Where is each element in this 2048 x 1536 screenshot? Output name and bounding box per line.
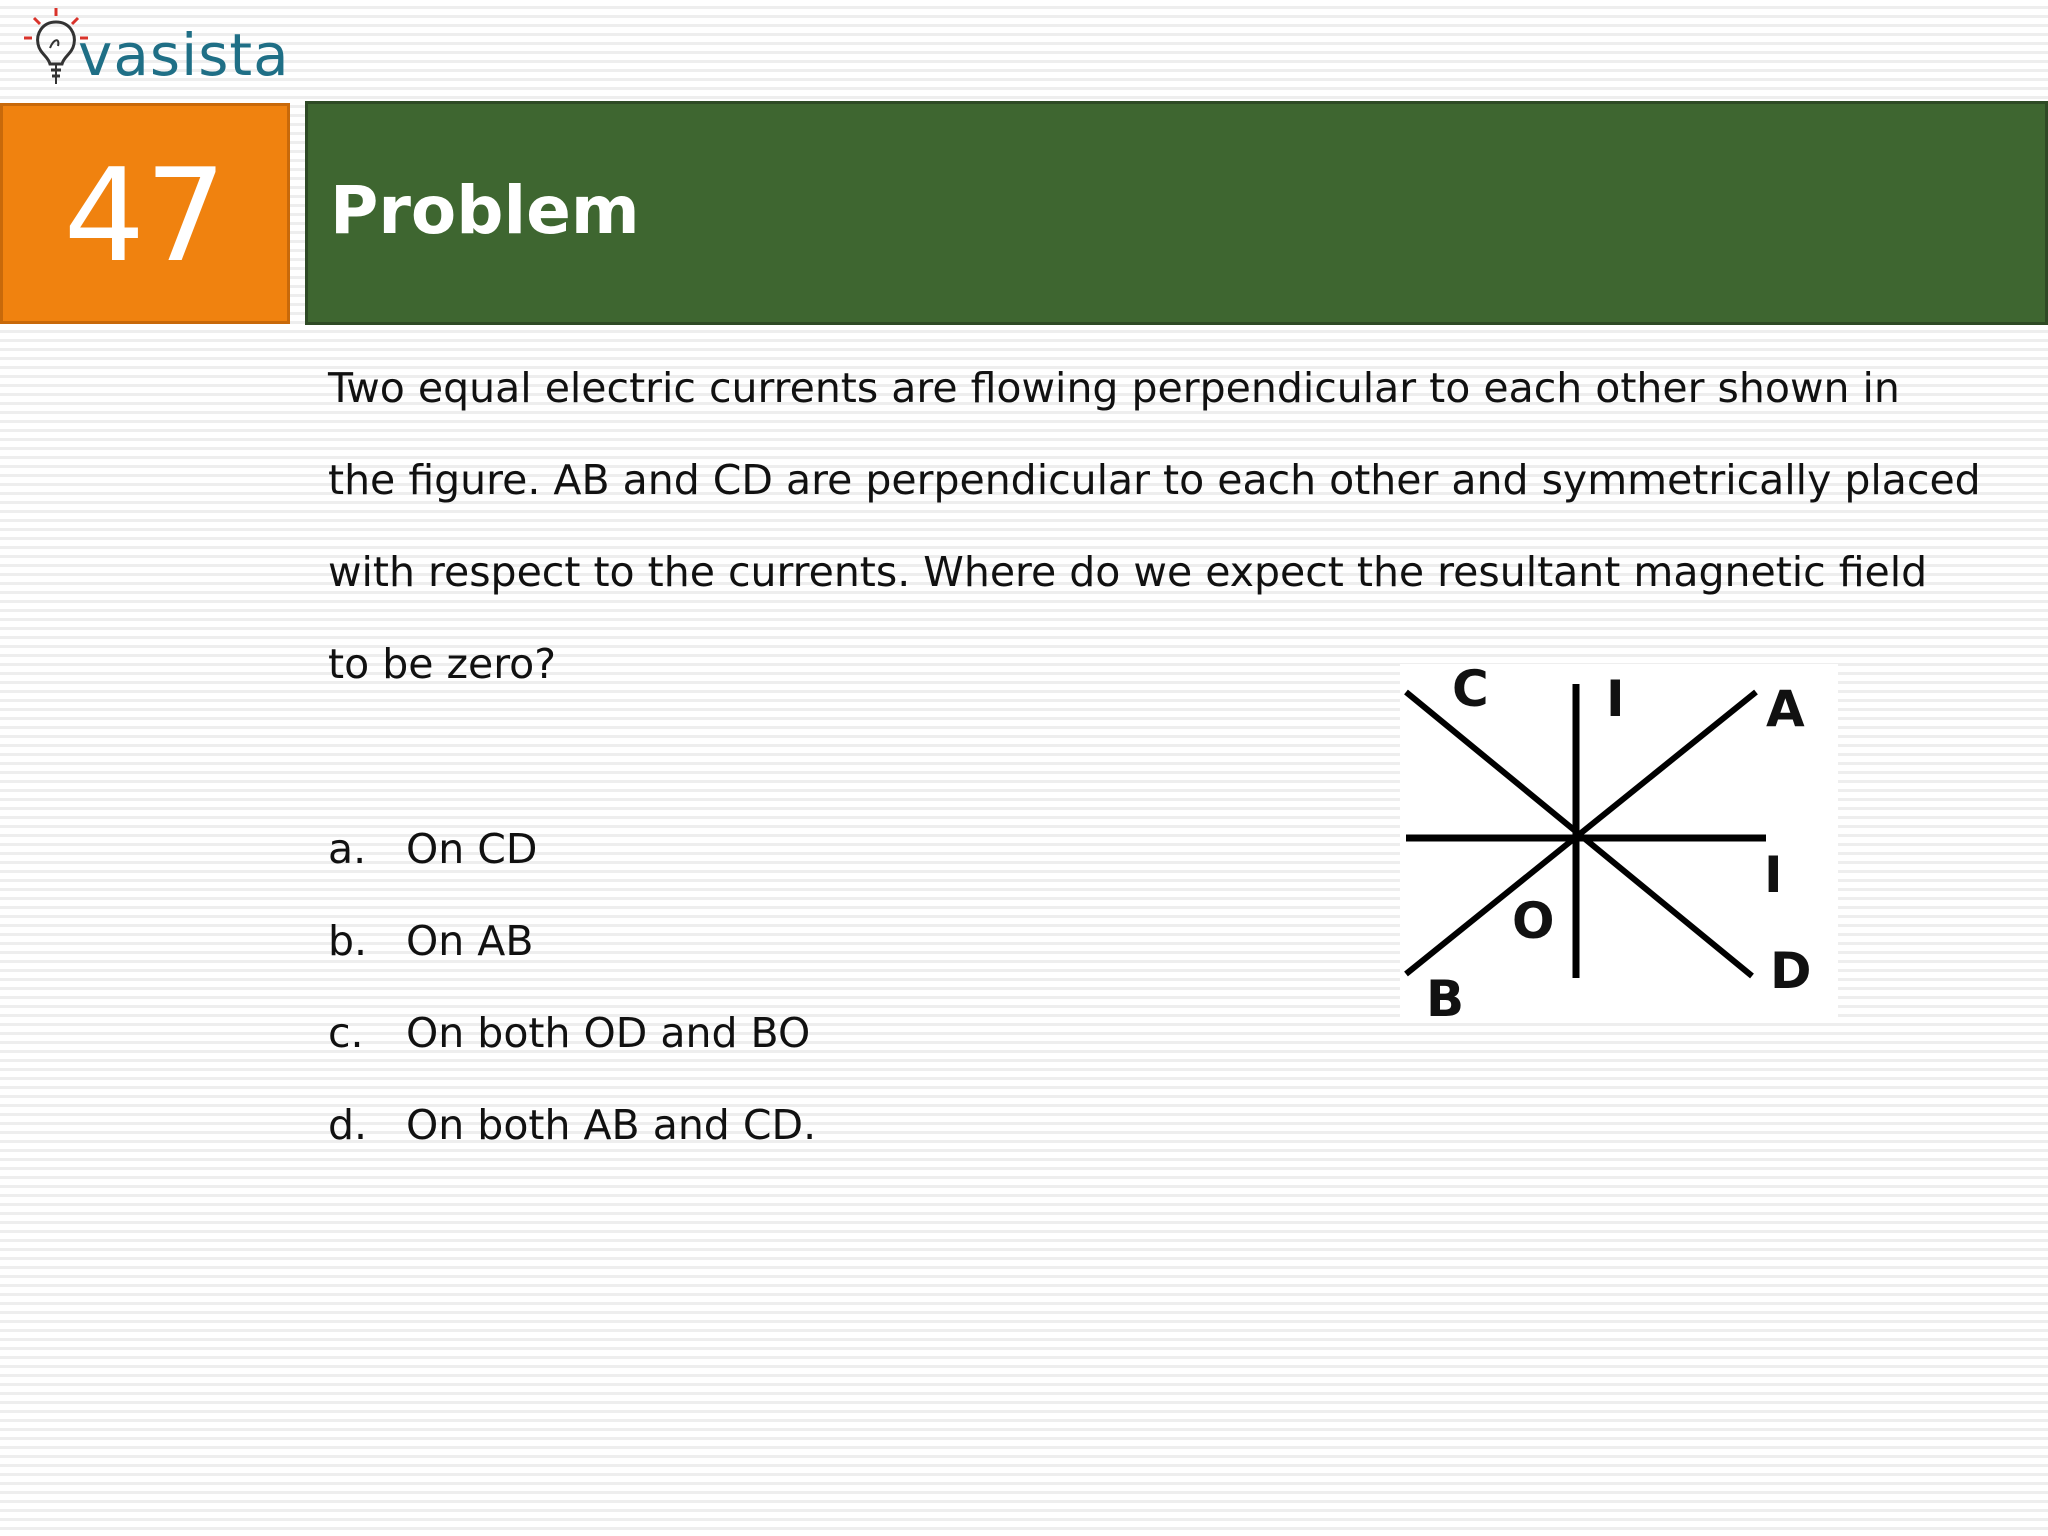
option-b: [328, 895, 816, 987]
question-text: [328, 342, 2018, 710]
option-a: [328, 803, 816, 895]
label-o: O: [1512, 892, 1555, 950]
label-i-vertical: I: [1606, 670, 1625, 728]
slide-number-box: [0, 103, 290, 324]
logo-text: vasista: [78, 21, 290, 89]
question-line: to be zero?: [328, 640, 557, 688]
option-text: On CD: [406, 825, 538, 873]
label-c: C: [1452, 660, 1489, 718]
option-d: [328, 1079, 816, 1171]
option-text: On both AB and CD.: [406, 1101, 817, 1149]
label-d: D: [1770, 942, 1812, 1000]
option-text: On both OD and BO: [406, 1009, 811, 1057]
question-line: the figure. AB and CD are perpendicular to each other and symmetrically placed: [328, 456, 1981, 504]
label-i-horizontal: I: [1764, 846, 1783, 904]
option-letter: a.: [328, 825, 367, 873]
option-c: [328, 987, 816, 1079]
answer-options: [328, 803, 816, 1171]
slide-number: 47: [63, 141, 227, 291]
vasista-logo: [20, 4, 290, 96]
label-b: B: [1426, 970, 1465, 1028]
option-letter: b.: [328, 917, 368, 965]
currents-figure: [1400, 660, 1838, 1028]
label-a: A: [1766, 680, 1805, 738]
title-bar: [305, 101, 2048, 325]
question-line: with respect to the currents. Where do we expect the resultant magnetic field: [328, 548, 1928, 596]
option-letter: c.: [328, 1009, 364, 1057]
option-text: On AB: [406, 917, 534, 965]
slide-title: Problem: [330, 172, 640, 249]
question-line: Two equal electric currents are flowing perpendicular to each other shown in: [328, 364, 1900, 412]
option-letter: d.: [328, 1101, 368, 1149]
